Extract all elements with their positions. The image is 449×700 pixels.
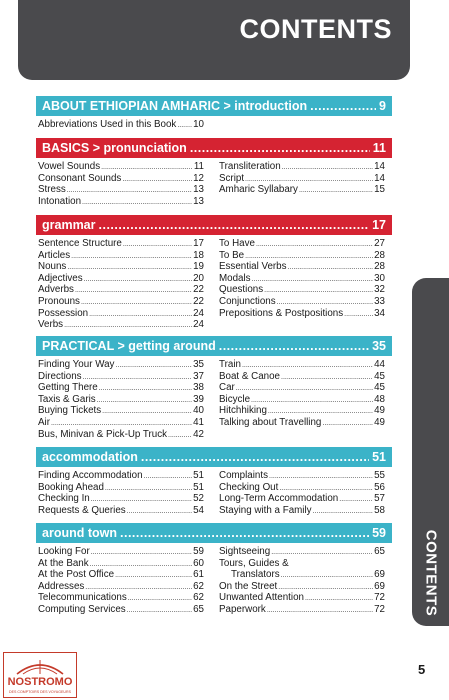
toc-entry-page: 58 (374, 504, 385, 516)
dot-leader (127, 506, 192, 518)
toc-entry-title: Articles (38, 249, 71, 261)
toc-entry (38, 284, 204, 296)
dot-leader (81, 297, 192, 309)
toc-entry-title: Telecommunications (38, 592, 127, 604)
left-column (38, 359, 204, 440)
toc-entry (38, 196, 204, 208)
toc-entry-page: 24 (193, 319, 204, 331)
toc-entry-page: 61 (193, 569, 204, 581)
dot-leader (281, 570, 373, 582)
toc-entry (38, 173, 204, 185)
toc-entry (38, 493, 204, 505)
toc-entry-page: 49 (374, 405, 385, 417)
toc-entry-page: 13 (193, 195, 204, 207)
toc-entry-title: Script (219, 172, 245, 184)
dot-leader (71, 251, 192, 263)
logo-text: NOSTROMO (7, 676, 73, 688)
toc-entry (38, 558, 204, 570)
left-column (38, 470, 204, 516)
toc-entry-page: 32 (374, 284, 385, 296)
toc-entry (219, 569, 385, 581)
toc-entry (38, 546, 204, 558)
toc-entry-page: 51 (193, 470, 204, 481)
toc-entry-title: Finding Your Way (38, 359, 115, 370)
toc-entry (38, 394, 204, 406)
toc-entry (219, 604, 385, 616)
toc-entry-title: At the Post Office (38, 569, 115, 581)
dot-leader (313, 506, 374, 518)
toc-entry-title: Looking For (38, 546, 90, 557)
page-number: 5 (418, 662, 426, 677)
toc-entry-page: 65 (193, 603, 204, 615)
toc-entry (219, 592, 385, 604)
toc-entry-title: Complaints (219, 470, 269, 481)
toc-entry-page: 37 (193, 370, 204, 382)
toc-entry (38, 429, 204, 441)
toc-entry (219, 250, 385, 262)
toc-entry (38, 604, 204, 616)
section-bar (36, 138, 392, 158)
toc-entry (38, 382, 204, 394)
toc-entry-title: Modals (219, 272, 251, 284)
toc-entry (38, 119, 204, 131)
toc-entry-page: 11 (193, 161, 204, 172)
toc-entry-page: 52 (193, 493, 204, 505)
toc-entry (219, 238, 385, 250)
dot-leader (67, 262, 192, 274)
toc-entry-page: 35 (193, 359, 204, 370)
toc-entry (219, 359, 385, 371)
side-tab (412, 278, 449, 626)
nostromo-logo (3, 652, 77, 698)
dot-leader (252, 274, 374, 286)
toc-entry (38, 482, 204, 494)
toc-entry (38, 581, 204, 593)
toc-entry-page: 17 (193, 238, 204, 249)
section-page: 9 (379, 99, 386, 113)
section-title: ABOUT ETHIOPIAN AMHARIC > introduction (42, 99, 308, 113)
toc-entry-title: Requests & Queries (38, 504, 126, 516)
dot-leader (251, 395, 373, 407)
toc-entry-page: 55 (374, 470, 385, 481)
toc-entry-page: 28 (374, 249, 385, 261)
toc-entry-title: Abbreviations Used in this Book (38, 119, 177, 130)
toc-entry-title: To Be (219, 249, 245, 261)
toc-entry-title: Taxis & Garis (38, 393, 96, 405)
dot-leader (127, 605, 192, 617)
toc-entry (219, 493, 385, 505)
toc-entry-title: Translators (231, 569, 280, 581)
header-band (18, 0, 410, 80)
right-column (219, 238, 385, 319)
section-bar (36, 447, 392, 467)
dot-leader (339, 494, 373, 506)
dot-leader (344, 309, 373, 321)
toc-entry (38, 261, 204, 273)
toc-entry-page: 41 (193, 416, 204, 428)
toc-entry-page: 42 (193, 428, 204, 440)
toc-entry-page: 30 (374, 272, 385, 284)
section-title: grammar (42, 218, 96, 232)
toc-entry-title: Train (219, 359, 241, 370)
toc-entry (38, 371, 204, 383)
toc-entry (38, 592, 204, 604)
toc-entry-title: Computing Services (38, 603, 126, 615)
toc-entry-title: Long-Term Accommodation (219, 493, 339, 505)
dot-leader (190, 141, 370, 155)
toc-entry-page: 48 (374, 393, 385, 405)
dot-leader (89, 309, 192, 321)
dot-leader (144, 471, 193, 483)
toc-entry-page: 45 (374, 382, 385, 394)
toc-entry-page: 27 (374, 238, 385, 249)
toc-entry (38, 273, 204, 285)
dot-leader (123, 239, 192, 251)
toc-entry (38, 238, 204, 250)
toc-entry (38, 569, 204, 581)
section-title: PRACTICAL > getting around (42, 339, 216, 353)
toc-entry (219, 371, 385, 383)
toc-entry-page: 24 (193, 307, 204, 319)
dot-leader (67, 185, 192, 197)
toc-entry-page: 19 (193, 261, 204, 273)
dot-leader (288, 262, 374, 274)
toc-entry (219, 505, 385, 517)
toc-entry-title: Essential Verbs (219, 261, 287, 273)
toc-entry (38, 296, 204, 308)
dot-leader (281, 372, 373, 384)
left-column (38, 546, 204, 616)
toc-entry-title: Air (38, 416, 50, 428)
left-column (38, 119, 204, 131)
toc-entry-title: Bicycle (219, 393, 251, 405)
toc-entry-page: 69 (374, 569, 385, 581)
toc-entry-title: Directions (38, 370, 82, 382)
toc-entry-page: 15 (374, 184, 385, 196)
dot-leader (102, 406, 192, 418)
right-column (219, 470, 385, 516)
toc-entry-page: 45 (374, 370, 385, 382)
toc-entry-title: Car (219, 382, 235, 394)
toc-entry-title: Staying with a Family (219, 504, 312, 516)
toc-entry-title: Questions (219, 284, 264, 296)
section-page: 35 (372, 339, 386, 353)
dot-leader (120, 526, 369, 540)
dot-leader (97, 395, 192, 407)
toc-entry-title: Vowel Sounds (38, 161, 101, 172)
toc-entry (219, 482, 385, 494)
toc-entry-title: Prepositions & Postpositions (219, 307, 344, 319)
toc-entry-page: 38 (193, 382, 204, 394)
toc-entry-page: 65 (374, 546, 385, 557)
toc-entry-title: Unwanted Attention (219, 592, 304, 604)
toc-entry (219, 546, 385, 558)
toc-entry-page: 14 (374, 172, 385, 184)
toc-entry-page: 56 (374, 481, 385, 493)
toc-entry-title: Adjectives (38, 272, 83, 284)
toc-entry (219, 173, 385, 185)
section-bar (36, 523, 392, 543)
toc-entry-page: 33 (374, 295, 385, 307)
toc-entry-page: 59 (193, 546, 204, 557)
toc-entry-title: Verbs (38, 319, 64, 331)
toc-entry-page: 20 (193, 272, 204, 284)
toc-entry (38, 319, 204, 331)
right-column (219, 161, 385, 196)
toc-entry-title: To Have (219, 238, 255, 249)
toc-entry-page: 40 (193, 405, 204, 417)
section-page: 11 (372, 141, 386, 155)
toc-entry-page: 54 (193, 504, 204, 516)
section-bar (36, 336, 392, 356)
toc-entry-title: Boat & Canoe (219, 370, 281, 382)
toc-entry-title: Stress (38, 184, 66, 196)
toc-entry-title: On the Street (219, 580, 278, 592)
dot-leader (83, 372, 193, 384)
toc-entry-title: Hitchhiking (219, 405, 267, 417)
dot-leader (168, 430, 192, 442)
toc-entry-title: Consonant Sounds (38, 172, 122, 184)
toc-entry-title: Conjunctions (219, 295, 276, 307)
dot-leader (269, 471, 373, 483)
dot-leader (305, 593, 373, 605)
dot-leader (99, 218, 370, 232)
section-title: accommodation (42, 450, 138, 464)
dot-leader (99, 383, 192, 395)
dot-leader (82, 197, 192, 209)
toc-entry-title: Checking In (38, 493, 90, 505)
dot-leader (115, 360, 192, 372)
toc-entry (219, 161, 385, 173)
section-page: 59 (372, 526, 386, 540)
dot-leader (310, 99, 376, 113)
side-tab-label: CONTENTS (422, 529, 439, 617)
toc-entry (219, 394, 385, 406)
toc-entry-page: 51 (193, 481, 204, 493)
toc-entry-page: 34 (374, 307, 385, 319)
dot-leader (236, 383, 373, 395)
toc-entry-page: 22 (193, 295, 204, 307)
dot-leader (282, 162, 373, 174)
toc-entry-title: Transliteration (219, 161, 281, 172)
toc-entry-page: 49 (374, 416, 385, 428)
dot-leader (122, 174, 192, 186)
toc-entry (219, 284, 385, 296)
toc-entry-title: Booking Ahead (38, 481, 104, 493)
toc-entry-title: Sentence Structure (38, 238, 122, 249)
toc-entry (219, 470, 385, 482)
dot-leader (91, 547, 192, 559)
section-title: around town (42, 526, 117, 540)
toc-entry-title: Getting There (38, 382, 98, 394)
toc-entry-title: Possession (38, 307, 89, 319)
toc-entry-title: Adverbs (38, 284, 74, 296)
toc-entry-page: 57 (374, 493, 385, 505)
right-column (219, 546, 385, 616)
toc-entry-title: Finding Accommodation (38, 470, 143, 481)
dot-leader (115, 570, 192, 582)
toc-entry-title: Bus, Minivan & Pick-Up Truck (38, 428, 168, 440)
toc-entry (38, 505, 204, 517)
toc-entry-page: 14 (374, 161, 385, 172)
toc-entry-page: 12 (193, 172, 204, 184)
page-title: CONTENTS (239, 14, 392, 44)
toc-entry (219, 382, 385, 394)
dot-leader (177, 120, 192, 132)
section-bar (36, 215, 392, 235)
toc-entry-title: Sightseeing (219, 546, 271, 557)
toc-entry-page: 62 (193, 580, 204, 592)
dot-leader (75, 285, 192, 297)
toc-entry-page: 22 (193, 284, 204, 296)
toc-entry-title: Intonation (38, 195, 82, 207)
dot-leader (84, 274, 192, 286)
toc-entry (38, 161, 204, 173)
toc-entry (219, 184, 385, 196)
toc-entry (219, 261, 385, 273)
toc-entry (219, 417, 385, 429)
toc-entry (38, 184, 204, 196)
toc-entry (38, 405, 204, 417)
toc-entry-page: 44 (374, 359, 385, 370)
dot-leader (128, 593, 192, 605)
dot-leader (141, 450, 369, 464)
toc-entry-page: 62 (193, 592, 204, 604)
toc-entry-page: 60 (193, 557, 204, 569)
toc-entry (219, 296, 385, 308)
left-column (38, 238, 204, 331)
toc-entry-title: Talking about Travelling (219, 416, 322, 428)
toc-entry-title: At the Bank (38, 557, 89, 569)
right-column (219, 359, 385, 429)
dot-leader (322, 418, 373, 430)
section-page: 17 (372, 218, 386, 232)
toc-entry (219, 308, 385, 320)
toc-entry-page: 10 (193, 119, 204, 130)
toc-entry (38, 250, 204, 262)
toc-entry-page: 69 (374, 580, 385, 592)
toc-entry-title: Buying Tickets (38, 405, 102, 417)
toc-entry-page: 72 (374, 603, 385, 615)
dot-leader (64, 320, 192, 332)
toc-entry (219, 581, 385, 593)
dot-leader (299, 185, 373, 197)
toc-entry-page: 72 (374, 592, 385, 604)
toc-entry-page: 28 (374, 261, 385, 273)
toc-entry-title: Nouns (38, 261, 67, 273)
section-title: BASICS > pronunciation (42, 141, 187, 155)
toc-entry-title: Paperwork (219, 603, 266, 615)
toc-entry-page: 13 (193, 184, 204, 196)
dot-leader (105, 483, 192, 495)
toc-entry (38, 308, 204, 320)
dot-leader (267, 605, 373, 617)
toc-entry (219, 273, 385, 285)
toc-entry-page: 39 (193, 393, 204, 405)
section-bar (36, 96, 392, 116)
toc-entry-title: Pronouns (38, 295, 80, 307)
toc-entry (219, 558, 385, 570)
toc-entry-title: Amharic Syllabary (219, 184, 298, 196)
toc-entry (38, 417, 204, 429)
logo-subtext: DES COMPTOIRS DES VOYAGEURS (9, 690, 71, 694)
left-column (38, 161, 204, 207)
toc-entry-title: Tours, Guides & (219, 557, 289, 569)
toc-entry-title: Checking Out (219, 481, 279, 493)
dot-leader (219, 339, 369, 353)
section-page: 51 (372, 450, 386, 464)
toc-entry-title: Addresses (38, 580, 85, 592)
dot-leader (264, 285, 373, 297)
toc-entry-page: 18 (193, 249, 204, 261)
toc-entry (219, 405, 385, 417)
toc-entry (38, 359, 204, 371)
toc-entry (38, 470, 204, 482)
dot-leader (256, 239, 373, 251)
